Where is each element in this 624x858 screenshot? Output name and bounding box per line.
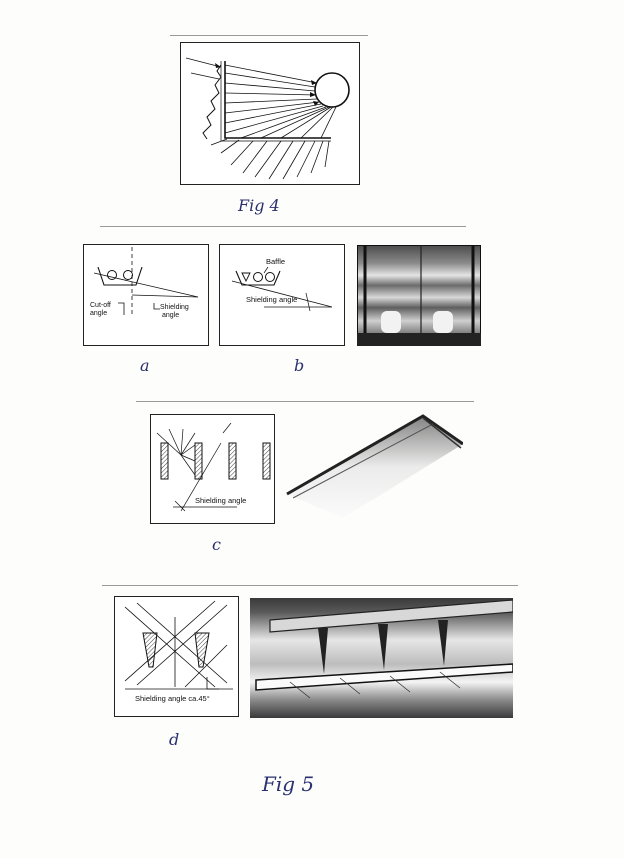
fig4-diagram xyxy=(180,42,360,185)
fig5c-letter: c xyxy=(212,535,221,554)
rule-2 xyxy=(100,226,466,227)
fig5c-diagram xyxy=(150,414,275,524)
cutoff-label-line1: Cut-off xyxy=(90,302,111,309)
louver-photo-2 xyxy=(250,598,513,718)
fig4-caption: Fig 4 xyxy=(238,196,280,215)
fig5b-letter: b xyxy=(294,356,305,375)
fig5-caption: Fig 5 xyxy=(262,772,315,796)
baffle-label: Baffle xyxy=(266,257,286,266)
shielding-angle-label-c: Shielding angle xyxy=(195,496,247,505)
top-rule xyxy=(170,35,368,36)
shielding-label-line2: angle xyxy=(162,312,180,319)
fig5a-letter: a xyxy=(140,356,150,375)
fig5a-diagram xyxy=(83,244,209,346)
shielding-label-line1: Shielding xyxy=(160,304,189,311)
shielding-angle-label-b: Shielding angle xyxy=(246,295,298,304)
fig5b-diagram xyxy=(219,244,345,346)
fig5d-letter: d xyxy=(169,730,180,749)
rule-3 xyxy=(136,401,474,402)
shielding-angle-label-d: Shielding angle ca.45° xyxy=(135,694,210,703)
fig5d-diagram xyxy=(114,596,239,717)
reflector-ray-diagram xyxy=(181,43,359,184)
louver-photo-1 xyxy=(357,245,481,346)
cutoff-label-line2: angle xyxy=(90,310,108,317)
sun-circle xyxy=(315,73,349,107)
rule-4 xyxy=(102,585,518,586)
luminaire-photo xyxy=(283,414,463,524)
